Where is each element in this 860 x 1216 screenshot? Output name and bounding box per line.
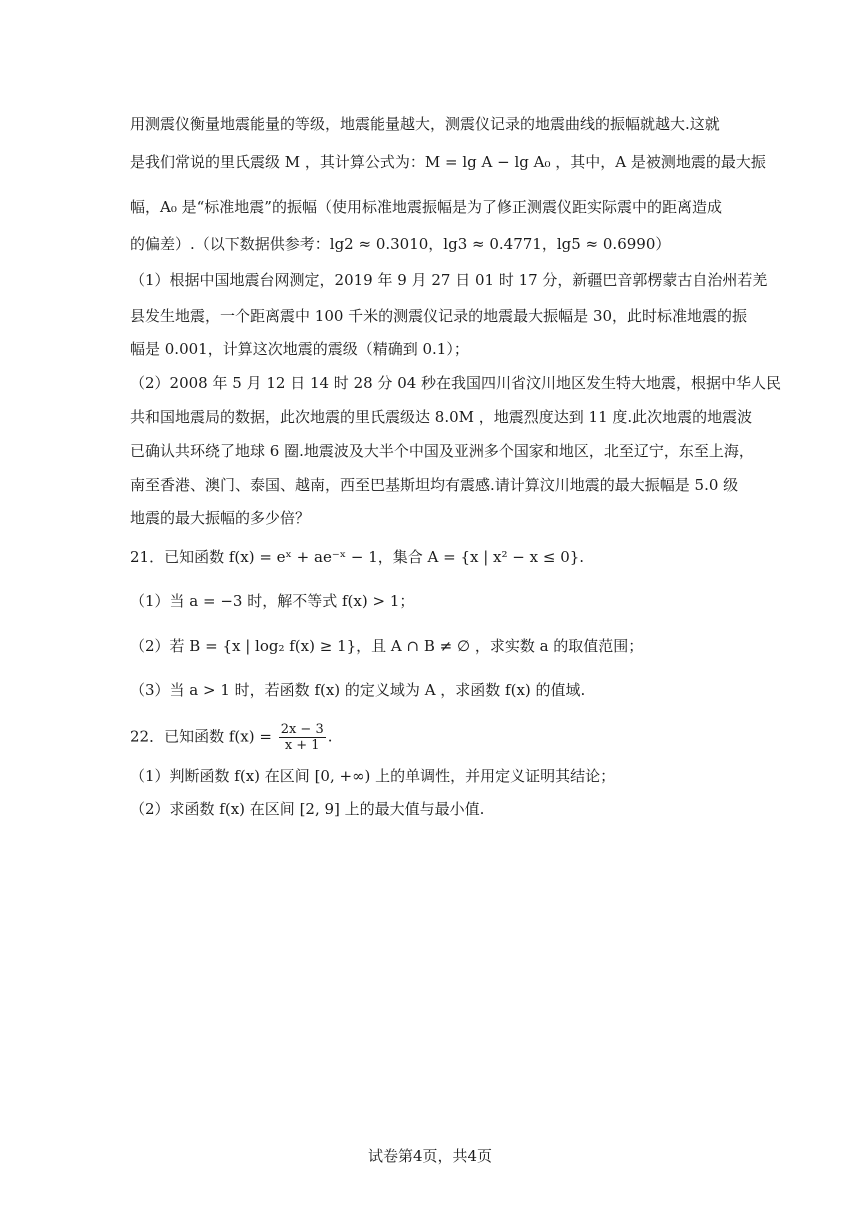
question-21-part-3: （3）当 a > 1 时，若函数 f(x) 的定义域为 A ，求函数 f(x) 的值域. xyxy=(130,681,586,699)
page-footer: 试卷第4页，共4页 xyxy=(367,1147,493,1165)
fraction-denominator: x + 1 xyxy=(284,738,320,753)
fraction-numerator: 2x − 3 xyxy=(280,722,324,737)
text-line: 幅是 0.001，计算这次地震的震级（精确到 0.1）； xyxy=(130,340,469,358)
question-22-part-2: （2）求函数 f(x) 在区间 [2, 9] 上的最大值与最小值. xyxy=(130,800,485,818)
question-21-part-1: （1）当 a = −3 时，解不等式 f(x) > 1； xyxy=(130,592,415,610)
text-line: （1）根据中国地震台网测定，2019 年 9 月 27 日 01 时 17 分，新疆巴音郭楞蒙古自治州若羌 xyxy=(130,271,768,289)
text-line: 南至香港、澳门、泰国、越南，西至巴基斯坦均有震感.请计算汶川地震的最大振幅是 5.0 级 xyxy=(130,476,739,494)
text-line: 地震的最大振幅的多少倍？ xyxy=(130,509,311,527)
text-line: 已确认共环绕了地球 6 圈.地震波及大半个中国及亚洲多个国家和地区，北至辽宁，东至上海， xyxy=(130,442,754,460)
text-line: （2）2008 年 5 月 12 日 14 时 28 分 04 秒在我国四川省汶川地区发生特大地震，根据中华人民 xyxy=(130,374,782,392)
question-22-prefix: 22．已知函数 f(x) = xyxy=(130,727,277,746)
question-22 xyxy=(130,722,333,753)
question-21: 21．已知函数 f(x) = eˣ + ae⁻ˣ − 1，集合 A = {x | x² − x ≤ 0}. xyxy=(130,548,585,566)
text-line: 县发生地震，一个距离震中 100 千米的测震仪记录的地震最大振幅是 30，此时标准地震的振 xyxy=(130,307,748,325)
text-line: 共和国地震局的数据，此次地震的里氏震级达 8.0M ，地震烈度达到 11 度.此次地震的地震波 xyxy=(130,408,753,426)
question-21-part-2: （2）若 B = {x | log₂ f(x) ≥ 1}，且 A ∩ B ≠ ∅ ，求实数 a 的取值范围； xyxy=(130,637,644,655)
question-22-suffix: . xyxy=(327,727,333,746)
text-line: 幅，A₀ 是“标准地震”的振幅（使用标准地震振幅是为了修正测震仪距实际震中的距离造成 xyxy=(130,198,722,216)
text-line: 是我们常说的里氏震级 M ，其计算公式为：M = lg A − lg A₀ ，其中，A 是被测地震的最大振 xyxy=(130,153,766,171)
question-22-part-1: （1）判断函数 f(x) 在区间 [0, +∞) 上的单调性，并用定义证明其结论； xyxy=(130,767,616,785)
text-line: 用测震仪衡量地震能量的等级，地震能量越大，测震仪记录的地震曲线的振幅就越大.这就 xyxy=(130,115,720,133)
fraction xyxy=(279,722,326,753)
text-line: 的偏差）.（以下数据供参考：lg2 ≈ 0.3010，lg3 ≈ 0.4771，lg5 ≈ 0.6990） xyxy=(130,235,671,253)
